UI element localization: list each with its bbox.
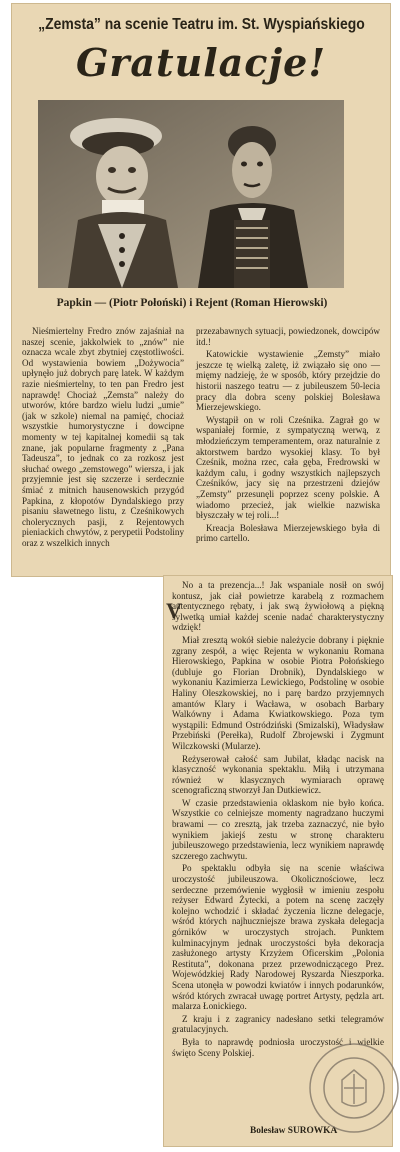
paragraph: Wystąpił on w roli Cześnika. Zagrał go w wspaniałej formie, z sympatyczną werwą, z młodzieńczym temperamentem, oraz naturalnie z aktorstwem bardzo wysokiej klasy. To był Cześnik, można rzec, cała gęba, Fredrowski w każdym calu, i godny wszystkich najlepszych Cześników, jacy się na przestrzeni dziejów „Zemsty” przesunęli poprzez sceny polskie. A wiadomo przecież, jak wielkie nazwiska błyszczały w tej roli...!	[196, 414, 380, 521]
photo-caption: Papkin — (Piotr Połoński) i Rejent (Roman Hierowski)	[56, 297, 328, 309]
paragraph: Miał zresztą wokół siebie należycie dobrany i pięknie zgrany zespół, a więc Rejenta w wykonaniu Romana Hierowskiego, Papkina w osobie Piotra Połońskiego (dubluje go Florian Drobnik), Dyndalskiego w wykonaniu Kazimierza Lewickiego, Podstolinę w osobie Haliny Oleszkowskiej, no i parę bardzo przyjemnych amantów Klary i Wacława, w osobach Barbary Walkówny i Adama Kwiatkowskiego. Poza tym wystąpili: Edmund Ostródziński (Smizalski), Władysław Przebiński (Perełka), Rudolf Zbrojewski i Zygmunt Wilczkowski (Mularze).	[172, 634, 384, 751]
paragraph: No a ta prezencja...! Jak wspaniale nosił on swój kontusz, jak ciał powietrze karabelą z rozmachem autentycznego rębaty, i jak swą żywiołową a piękną sylwetką umiał każdej scenie nadać charakterystyczny wdzięk!	[172, 580, 384, 633]
paragraph: przezabawnych sytuacji, powiedzonek, dowcipów itd.!	[196, 326, 380, 347]
article-title: Gratulacje!	[75, 40, 327, 85]
paragraph: Była to naprawdę podniosła uroczystość i wielkie święto Sceny Polskiej.	[172, 1036, 384, 1058]
paragraph: Reżyserował całość sam Jubilat, kładąc nacisk na klasyczność wykonania spektaklu. Miłą i utrzymana również w klasycznych wymiarach oprawę scenograficzną stworzył Jan Dutkiewicz.	[172, 753, 384, 796]
paragraph: Po spektaklu odbyła się na scenie właściwa uroczystość jubileuszowa. Okolicznościowe, lecz serdeczne przemówienie wygłosił w imieniu zespołu reżyser Edward Żytecki, a potem na scenę zaczęły kolejno wchodzić i składać życzenia liczne delegacje, wśród których najhuczniejsze brawa zyskała delegacja górników w uroczystych strojach. Punktem kulminacyjnym jednak uroczystości była dekoracja zasłużonego artysty Krzyżem Oficerskim „Polonia Restituta”, dokonana przez przewodniczącego Prez. Wojewódzkiej Rady Narodowej Ryszarda Nieszporka. Scena utonęła w powodzi kwiatów i innych podarunków, wśród których zwracał uwagę portret Artysty, pędzla art. malarza Łonickiego.	[172, 863, 384, 1012]
paragraph: Nieśmiertelny Fredro znów zajaśniał na naszej scenie, jakkolwiek to „znów” nie oznacza wcale zbyt zbytniej częstotliwości. Od wystawienia bowiem „Dożywocia” upłynęło już dobrych parę latek. W każdym razie nieśmiertelny, to ten pan Fredro jest naprawdę! Chociaż „Zemsta” należy do utworów, które bardzo wielu ludzi „umie” (jak w szkole) niemal na pamięć, chociaż wszystkie humorystyczne i dowcipne momenty w tej kapitalnej komedii są tak znane, jak popularne fragmenty z „Pana Tadeusza”, to jednak co za rozkosz jest słuchać owego „zemstowego” wiersza, i jak przyjemnie jest się szczerze i serdecznie śmiać z mitnich hausenowskich przygód Papkina, z kłopotów Dyndalskiego przy pisaniu sławetnego listu, z Cześnikowych cholerycznych pasji, z Rejentowych pieniackich chwytów, z perypetii Podstoliny oraz z wszelkich innych	[22, 326, 184, 548]
article-column-continued	[172, 580, 384, 1060]
paragraph: W czasie przedstawienia oklaskom nie było końca. Wszystkie co celniejsze momenty nagradzano huczymi brawami — co zresztą, jak trzeba zaznaczyć, nie było wynikiem jakiejś zestu w stronę charakteru jubileuszowego przedstawienia, lecz wynikiem naprawdę szczerego zachwytu.	[172, 797, 384, 861]
paragraph: Katowickie wystawienie „Zemsty” miało jeszcze tę wielką zaletę, iż związało się ono — mięmy nadzieję, że w sposób, który przejdzie do historii naszego teatru — z jubileuszem 50-lecia pracy dla dobra sceny polskiej Bolesława Mierzejewskiego.	[196, 349, 380, 413]
article-column-right	[196, 326, 380, 546]
paragraph: Z kraju i z zagranicy nadesłano setki telegramów gratulacyjnych.	[172, 1013, 384, 1035]
drop-letter: V	[166, 598, 182, 623]
article-column-left	[22, 326, 184, 550]
paragraph: Kreacja Bolesława Mierzejewskiego była di primo cartello.	[196, 522, 380, 544]
article-photo	[38, 100, 344, 288]
archive-stamp-icon	[306, 1040, 400, 1136]
author-signature: Bolesław SUROWKA	[250, 1126, 338, 1136]
article-headline: „Zemsta” na scenie Teatru im. St. Wyspiańskiego	[38, 16, 365, 33]
